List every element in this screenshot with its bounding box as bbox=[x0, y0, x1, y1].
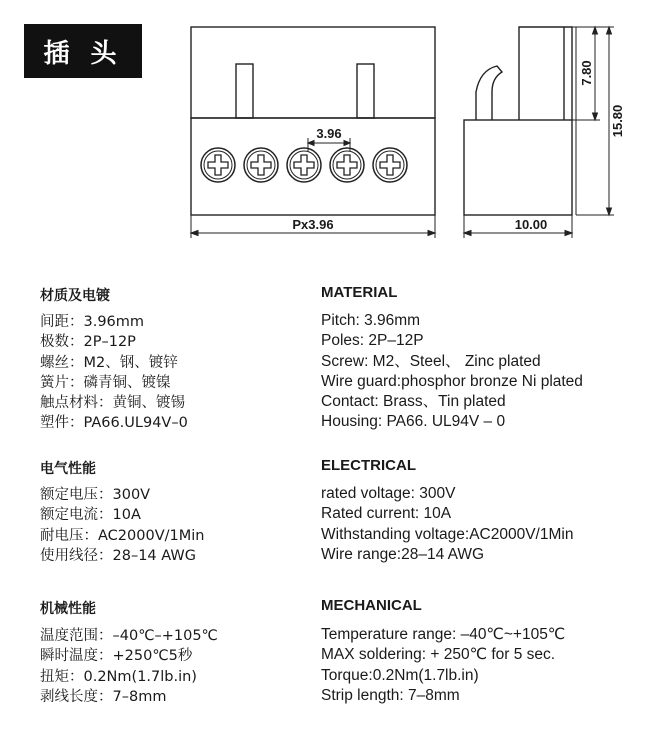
plug-label-text: 插 头 bbox=[43, 38, 123, 69]
en-material-title: MATERIAL bbox=[321, 284, 398, 301]
en-electrical-line: rated voltage: 300V bbox=[321, 485, 456, 502]
en-material-line: Wire guard:phosphor bronze Ni plated bbox=[321, 372, 583, 390]
screw-head-icon bbox=[330, 148, 364, 182]
cn-material-line: 塑件：PA66.UL94V–0 bbox=[40, 415, 188, 432]
en-material-line: Pitch: 3.96mm bbox=[321, 312, 421, 329]
cn-mechanical-line: 温度范围：–40℃–+105℃ bbox=[40, 628, 218, 644]
en-mechanical-line: Torque:0.2Nm(1.7lb.in) bbox=[321, 666, 479, 684]
connector-technical-drawing bbox=[0, 0, 651, 270]
en-electrical-list bbox=[321, 484, 573, 565]
cn-electrical-line: 额定电流：10A bbox=[40, 507, 141, 524]
en-material-list bbox=[321, 311, 583, 433]
cn-mechanical-line: 剥线长度：7–8mm bbox=[40, 688, 167, 705]
cn-mechanical-title: 机械性能 bbox=[40, 601, 96, 617]
cn-material-list bbox=[40, 312, 188, 434]
en-electrical-line: Wire range:28–14 AWG bbox=[321, 545, 485, 563]
en-mechanical-line: Temperature range: –40℃~+105℃ bbox=[321, 626, 566, 643]
en-material-line: Contact: Brass、Tin plated bbox=[321, 393, 506, 411]
screw-head-icon bbox=[244, 148, 278, 182]
cn-material-line: 间距：3.96mm bbox=[40, 314, 145, 330]
dim-total-height: 15.80 bbox=[610, 104, 625, 138]
cn-electrical-title: 电气性能 bbox=[40, 461, 96, 477]
en-electrical-line: Withstanding voltage:AC2000V/1Min bbox=[321, 525, 574, 543]
en-mechanical-line: MAX soldering: + 250℃ for 5 sec. bbox=[321, 646, 556, 664]
cn-material-line: 螺丝：M2、钢、镀锌 bbox=[40, 354, 178, 371]
screw-head-icon bbox=[201, 148, 235, 182]
dim-upper-height: 7.80 bbox=[579, 60, 594, 86]
en-electrical-line: Rated current: 10A bbox=[321, 505, 452, 523]
cn-material-title: 材质及电镀 bbox=[40, 288, 110, 304]
cn-electrical-line: 使用线径：28–14 AWG bbox=[40, 547, 196, 564]
cn-material-line: 极数：2P–12P bbox=[40, 334, 136, 351]
en-material-line: Screw: M2、Steel、 Zinc plated bbox=[321, 352, 541, 370]
en-material-line: Housing: PA66. UL94V – 0 bbox=[321, 413, 506, 431]
side-view-latch bbox=[476, 66, 502, 120]
dim-screw-pitch: 3.96 bbox=[316, 126, 342, 141]
en-material-line: Poles: 2P–12P bbox=[321, 332, 424, 350]
cn-mechanical-list bbox=[40, 626, 218, 707]
en-electrical-title: ELECTRICAL bbox=[321, 457, 416, 474]
front-view-pin-right bbox=[357, 64, 374, 118]
front-view-pin-left bbox=[236, 64, 253, 118]
dim-total-width: Px3.96 bbox=[292, 217, 334, 232]
cn-mechanical-line: 扭矩：0.2Nm(1.7lb.in) bbox=[40, 668, 197, 685]
screw-head-icon bbox=[373, 148, 407, 182]
cn-electrical-line: 额定电压：300V bbox=[40, 487, 151, 503]
dim-side-width: 10.00 bbox=[514, 217, 548, 232]
side-view-body bbox=[464, 120, 572, 215]
cn-electrical-list bbox=[40, 485, 204, 566]
screw-head-icon bbox=[287, 148, 321, 182]
en-mechanical-list bbox=[321, 625, 565, 706]
screw-row bbox=[201, 148, 407, 182]
cn-material-line: 触点材料：黄铜、镀锡 bbox=[40, 395, 185, 412]
en-mechanical-line: Strip length: 7–8mm bbox=[321, 686, 460, 704]
cn-electrical-line: 耐电压：AC2000V/1Min bbox=[40, 527, 205, 544]
cn-mechanical-line: 瞬时温度：+250℃5秒 bbox=[40, 648, 193, 665]
front-view-upper-body bbox=[191, 27, 435, 118]
en-mechanical-title: MECHANICAL bbox=[321, 597, 422, 614]
cn-material-line: 簧片：磷青铜、镀镍 bbox=[40, 374, 171, 391]
